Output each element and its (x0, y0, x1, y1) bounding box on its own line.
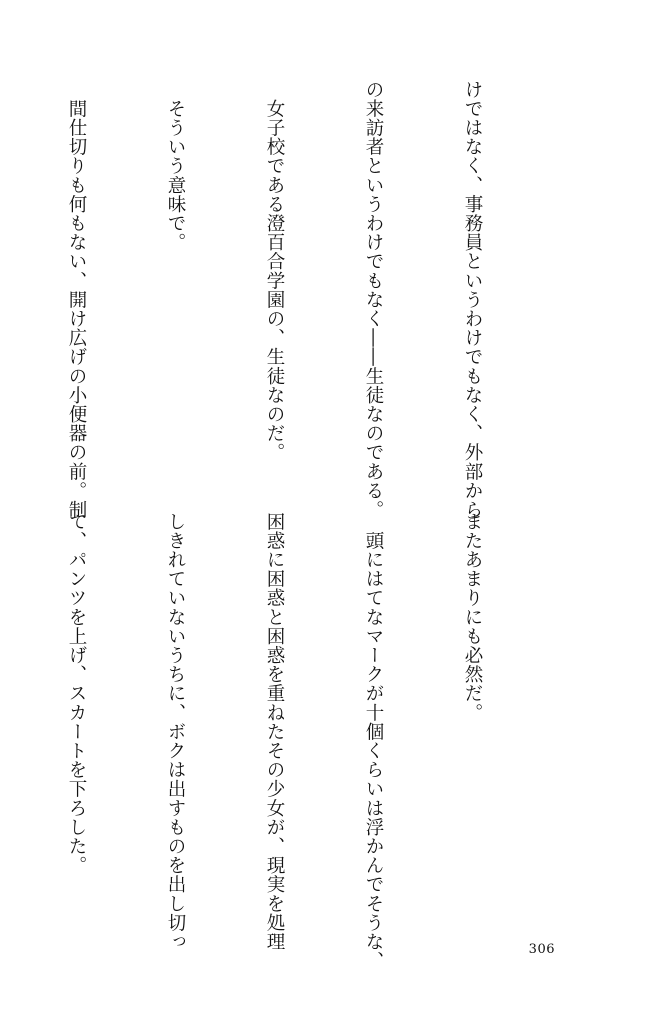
upper-text-block (66, 80, 555, 520)
text-line: 頭にはてなマークが十個くらいは浮かんでそうな、 (363, 512, 384, 971)
text-line: しきれていないうちに、ボクは出すものを出し切っ (165, 512, 186, 952)
text-line: て、パンツを上げ、スカートを下ろした。 (66, 512, 87, 875)
text-line: 困惑に困惑と困惑を重ねたその少女が、現実を処理 (264, 512, 285, 952)
page-number: 306 (528, 942, 555, 957)
text-line: またあまりにも必然だ。 (462, 512, 483, 723)
text-line: の来訪者というわけでもなく――生徒なのである。 (363, 80, 384, 520)
text-line: 女子校である澄百合学園の、生徒なのだ。 (264, 80, 285, 462)
text-line: けではなく、事務員というわけでもなく、外部から (462, 80, 483, 520)
text-line: そういう意味で。 (165, 80, 186, 252)
text-line: 間仕切りも何もない、開け広げの小便器の前。制 (66, 80, 87, 520)
